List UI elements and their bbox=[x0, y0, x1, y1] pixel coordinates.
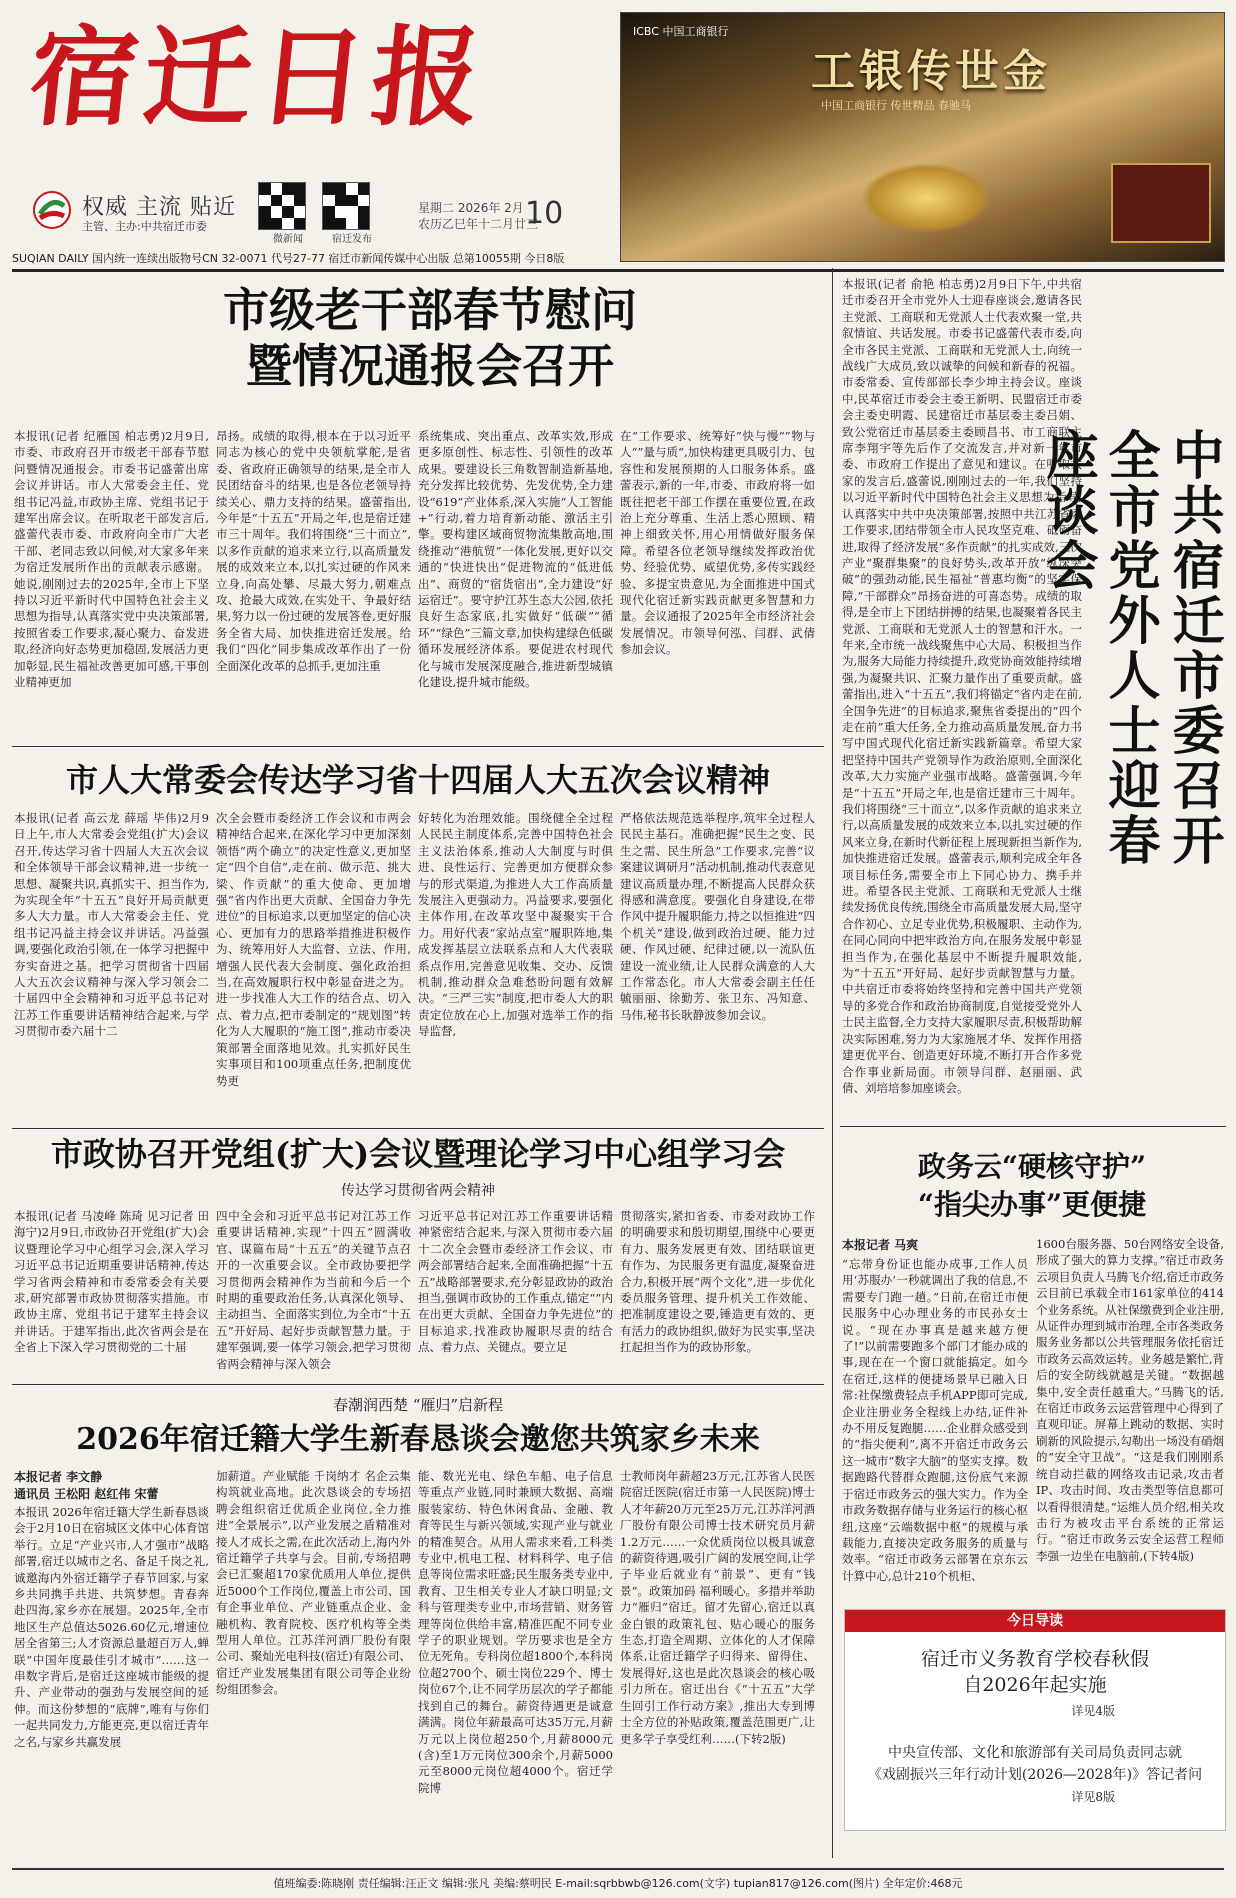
article4-col2: 1600台服务器、50台网络安全设备,形成了强大的算力支撑。”宿迁市政务云项目负责人马腾飞介绍,宿迁市政务云目前已承载全市161家单位的414个业务系统。从社保缴费到企业注册,从证件办理到城市治理,全市各类政务服务业务都以公共管理服务依托宿迁市政务云高效运转。业务越是繁忙,背后的安全防线就越是关键。“数据越集中,安全责任越重大。”马腾飞的话,在宿迁市政务云运营管理中心得到了直观印证。屏幕上跳动的数据、实时刷新的风险提示,勾勒出一场没有硝烟的“安全守卫战”。“这是我们刚刚系统自动拦截的网络攻击记录,攻击者IP、攻击时间、攻击类型等信息都可以看得很清楚。”运维人员介绍,相关攻击行为被攻击平台系统的正常运行。“宿迁市政务云安全运营工程师李强一边坐在电脑前,(下转4版) bbox=[1036, 1237, 1224, 1563]
newspaper-title: 宿迁日报 bbox=[23, 15, 493, 141]
qr-code-weixinwen[interactable] bbox=[258, 182, 318, 245]
article3-col3: 好转化为治理效能。围绕健全全过程人民民主制度体系,完善中国特色社会主义法治体系,推动人大制度与时俱进、良性运行、完善更加方便群众参与的形式渠道,为推进人大工作高质量发展注入更强动力。冯益要求,要强化主体作用,在改革攻坚中凝聚实干合力。用好代表“家站点室”履职阵地,集成发挥基层立法联系点和人大代表联系点作用,完善意见收集、交办、反馈机制,推动群众急难愁盼问题有效解决。“三严三实”制度,把市委人大的职责定位放在心上,加强对选举工作的指导监督, bbox=[418, 811, 613, 1039]
article4-headline-line2: “指尖办事”更便捷 bbox=[917, 1188, 1147, 1221]
preview-item1-page: 详见4版 bbox=[1071, 1704, 1115, 1718]
article5-col4: 贯彻落实,紧扣省委、市委对政协工作的明确要求和殷切期望,围绕中心要更有力、服务发展更有效、团结联谊更有作为、为民服务更有温度,凝聚奋进合力,积极开展“两个文化”,进一步优化委员服务管理、提升机关工作效能、把准制度建设之要,锤造更有效的、更有活力的政协组织,做好为民实事,坚决扛起担当作为的政协形象。 bbox=[620, 1209, 815, 1355]
date-lunar: 农历乙巳年十二月廿三 bbox=[418, 217, 539, 231]
article1-col3: 系统集成、突出重点、改革实效,形成更多原创性、标志性、引领性的改革成果。要建设长三角数智制造新基地,充分发挥比较优势、先发优势,全力建设“619”产业体系,深入实施“人工智能+”行动,着力培育新动能、激活主引擎。要构建区域商贸物流集散高地,围绕推动“港航贸”一体化发展,更好以交通的“快进快出”促进物流的“低进低出”、商贸的“宿货宿出”,全力建设“好运宿迁”。要守护江苏生态大公园,依托良好生态家底,扎实做好“低碳”“循环”“绿色”三篇文章,加快构建绿色低碳循环发展经济体系。要促进农村现代化与城市发展深度融合,推进新型城镇化建设,提升城市能级。 bbox=[418, 429, 613, 690]
preview-item1-line2: 自2026年起实施 bbox=[963, 1674, 1107, 1696]
article5-col2: 四中全会和习近平总书记对江苏工作重要讲话精神,实现“十四五”圆满收官、谋篇布局“十五五”的关键节点召开的一次重要会议。全市政协要把学习贯彻两会精神作为当前和今后一个时期的重要政治任务,认真深化领导、主动担当、全面落实到位,为全市“十五五”开好局、起好步贡献智慧力量。于建军强调,要一体学习领会,把学习贯彻省两会精神与深入领会 bbox=[216, 1209, 411, 1371]
article2-headline-line1: 中共宿迁市委召开 bbox=[1163, 428, 1224, 868]
column-divider bbox=[832, 268, 833, 1858]
article6-col3: 能、数光光电、绿色车船、电子信息等重点产业链,同时兼顾大数据、高端服装家纺、特色休闲食品、金融、教育等民生与新兴领域,实现产业与就业的精准契合。从用人需求来看,工科类专业中,机电工程、材料科学、电子信息等岗位需求旺盛;民生服务类专业中,教育、卫生相关专业人才缺口明显;文科与管理类专业中,市场营销、财务管理等岗位供给丰富,精准匹配不同专业学子的职业规划。学历要求也是全方位无死角。专科岗位超1800个,本科岗位超2700个、硕士岗位229个、博士岗位67个,让不同学历层次的学子都能找到自己的舞台。薪资待遇更是诚意满满。岗位年薪最高可达35万元,月薪万元以上岗位超250个,月薪8000元(含)至1万元岗位300余个,月薪5000元至8000元岗位超4000个。宿迁学院博 bbox=[418, 1469, 613, 1795]
article2-vertical-headline[interactable] bbox=[1037, 428, 1224, 888]
advertisement-banner[interactable] bbox=[620, 12, 1225, 262]
preview-item-1[interactable] bbox=[845, 1646, 1225, 1724]
preview-item-2[interactable] bbox=[845, 1742, 1225, 1808]
preview-item1-line1: 宿迁市义务教育学校春秋假 bbox=[920, 1648, 1149, 1670]
article4-headline-line1: 政务云“硬核守护” bbox=[917, 1150, 1147, 1183]
article6-col2: 加薪道。产业赋能 千岗纳才 名企云集构筑就业高地。此次恳谈会的专场招聘会组织宿迁优质企业岗位,全力推进“全景展示”,以产业发展之盾精准对接人才成长之需,在此次活动上,海内外宿迁籍学子共享与会。目前,专场招聘会已汇聚超170家优质用人单位,提供近5000个工作岗位,覆盖上市公司、国有企事业单位、产业链重点企业、金融机构、教育院校、医疗机构等全类型用人单位。江苏洋河酒厂股份有限公司、聚灿光电科技(宿迁)有限公司、宿迁产业发展集团有限公司等企业纷纷组团参会。 bbox=[216, 1469, 411, 1697]
article5-col1: 本报讯(记者 马凌峰 陈琦 见习记者 田海宁)2月9日,市政协召开党组(扩大)会议暨理论学习中心组学习会,深入学习习近平总书记近期重要讲话精神,传达学习省两会精神和市委常委会有关要求,研究部署市政协贯彻落实措施。市政协主席、党组书记于建军主持会议并讲话。于建军指出,此次省两会是在全省上下深入学习贯彻党的二十届 bbox=[14, 1209, 209, 1355]
article3-col1: 本报讯(记者 高云龙 薛瑶 毕伟)2月9日上午,市人大常委会党组(扩大)会议召开,传达学习省十四届人大五次会议和全体领导干部会议精神,进一步统一思想、凝聚共识,真抓实干、担当作为,为实现全年“十五五”良好开局贡献更多人大力量。市人大常委会主任、党组书记冯益主持会议并讲话。冯益强调,要强化政治引领,在一体学习把握中夯实奋进之基。把学习贯彻省十四届人大五次会议精神与深入学习领会二十届四中全会精神和习近平总书记对江苏工作重要讲话精神结合起来,与学习贯彻市委六届十二 bbox=[14, 811, 209, 1039]
article6-byline2: 通讯员 王松阳 赵红伟 宋蕾 bbox=[14, 1487, 159, 1501]
qr-code-suqian-fabu[interactable] bbox=[322, 182, 382, 245]
sponsor: 主管、主办:中共宿迁市委 bbox=[82, 220, 207, 233]
article1-headline-line1: 市级老干部春节慰问 bbox=[223, 283, 637, 337]
divider bbox=[840, 1126, 1226, 1127]
preview-header: 今日导读 bbox=[845, 1610, 1225, 1632]
gift-box-image bbox=[1111, 163, 1211, 243]
article6-headline[interactable]: 2026年宿迁籍大学生新春恳谈会邀您共筑家乡未来 bbox=[76, 1422, 760, 1457]
article3-col2: 次全会暨市委经济工作会议和市两会精神结合起来,在深化学习中更加深刻领悟“两个确立”的决定性意义,更加坚定“四个自信”,走在前、做示范、挑大梁、作贡献”的重大使命、更加增强“省内作出更大贡献、全国奋力争先进位”的目标追求,以更加坚定的信心决心、更加有力的思路举措推进积极作为、统筹用好人大监督、立法、作用,增强人民代表大会制度、强化政治担当,在高效履职行权中彰显奋进之为。进一步找准人大工作的结合点、切入点、着力点,把市委制定的“规划图”转化为人大履职的“施工图”,推动市委决策部署全面落地见效。扎实抓好民生实事项目和100项重点任务,把制度优势更 bbox=[216, 811, 411, 1088]
article1-headline-line2: 暨情况通报会召开 bbox=[246, 339, 614, 393]
preview-item2-line2: 《戏剧振兴三年行动计划(2026—2028年)》答记者问 bbox=[867, 1767, 1203, 1783]
article4-byline: 本报记者 马爽 bbox=[842, 1238, 919, 1252]
ad-subtitle: 中国工商银行 传世精品 春驰马 bbox=[821, 99, 971, 112]
article4-col1: “忘带身份证也能办成事,工作人员用‘苏服办’一秒就调出了我的信息,不需要专门跑一趟。”日前,在宿迁市便民服务中心办理业务的市民孙女士说。“现在办事真是越来越方便了!”以前需要跑多个部门才能办成的事,现在在一个窗口就能搞定。如今在宿迁,这样的便捷场景早已融入日常:社保缴费轻点手机APP即可完成,企业注册业务全程线上办结,证件补办不用反复跑腿……企业群众感受到的“指尖便利”,离不开宿迁市政务云这一城市“数字大脑”的坚实支撑。数据跑路代替群众跑腿,这份底气来源于宿迁市政务云的强大实力。作为全市政务数据存储与业务运行的核心枢纽,这座“云端数据中枢”的规模与承载能力,直接决定政务服务的质量与效率。“宿迁市政务云部署在京东云计算中心,总计210个机柜、 bbox=[842, 1257, 1028, 1583]
article5-col3: 习近平总书记对江苏工作重要讲话精神紧密结合起来,与深入贯彻市委六届十二次全会暨市委经济工作会议、市两会部署结合起来,全面准确把握“十五五”战略部署要求,充分彰显政协的政治担当,强调市政协的工作重点,锚定“”内在出更大贡献、全国奋力争先进位”的目标追求,找准政协履职尽责的结合点、着力点、关键点。要立足 bbox=[418, 1209, 613, 1355]
article2-body: 本报讯(记者 俞艳 柏志勇)2月9日下午,中共宿迁市委召开全市党外人士迎春座谈会,邀请各民主党派、工商联和无党派人士代表欢聚一堂,共叙情谊、共话发展。市委书记盛蕾代表市委,向全市各民主党派、工商联和无党派人士,向统一战线广大成员,致以诚挚的问候和新春的祝福。市委常委、宣传部部长李少坤主持会议。座谈中,民革宿迁市委会主委王新明、民盟宿迁市委会主委史明霞、民建宿迁市基层委主委吕娟、致公党宿迁市基层委主委顾昌书、市工商联主席李翔宇等先后作了交流发言,并对新一年市委、市政府工作提出了意见和建议。在听取大家的发言后,盛蕾说,刚刚过去的一年,我们坚持以习近平新时代中国特色社会主义思想为指导,认真落实中共中央决策部署,按照中共江苏省委工作要求,团结带领全市人民攻坚克难、砥砺奋进,取得了经济发展“多作贡献”的扎实成效,三次产业“聚群集聚”的良好势头,改革开放“纵深突破”的强劲动能,民生福祉“普惠均衡”的坚实保障,“干部群众”昂扬奋进的可喜态势。成绩的取得,是全市上下团结拼搏的结果,也凝聚着各民主党派、工商联和无党派人士的智慧和汗水。一年来,全市统一战线聚焦中心大局、积极担当作为,服务大局能力持续提升,政党协商效能持续增强,为凝聚共识、汇聚力量作出了重要贡献。盛蕾指出,进入“十五五”,我们将锚定“省内走在前,全国争先进”的目标追求,聚焦省委提出的“四个走在前”重大任务,全力推动高质量发展,奋力书写中国式现代化宿迁新实践新篇章。希望大家把坚持中国共产党领导作为政治原则,全面深化改革,大力实施产业强市战略。盛蕾强调,今年是“十五五”开局之年,也是宿迁建市三十周年。我们将围绕“三十而立”,以多作贡献的追求来立行,以高质量发展的成效来立本,以扎实过硬的作风来立身,在新时代新征程上展现新担当新作为,加快推进宿迁发展。盛蕾表示,顺利完成全年各项目标任务,需要全市上下同心协力、携手并进。希望各民主党派、工商联和无党派人士继续发扬优良传统,围绕全市高质量发展大局,坚守合作初心、立足专业优势,积极履职、主动作为,在同心同向中把牢政治方向,在服务发展中彰显担当作为,在强化基层中不断提升履职效能,为“十五五”开好局、起好步贡献智慧与力量。中共宿迁市委将始终坚持和完善中国共产党领导的多党合作和政治协商制度,自觉接受党外人士民主监督,全力支持大家履职尽责,积极帮助解决实际困难,努力为大家施展才华、发挥作用搭建更优平台、创造更好环境,不断打开合作多党合作事业新局面。市领导闫群、赵丽丽、武倩、刘培培参加座谈会。 bbox=[842, 277, 1082, 1095]
article1-col4: 在“工作要求、统筹好”快与慢“”物与人“”量与质“,加快构建更具吸引力、包容性和发展预期的人口服务体系。盛蕾表示,新的一年,市委、市政府将一如既往把老干部工作摆在重要位置,在政治上充分尊重、生活上悉心照顾、精神上细致关怀,用心用情做好服务保障。希望各位老领导继续发挥政治优势、经验优势、威望优势,多传实践经验、多提宝贵意见,为全面推进中国式现代化宿迁新实践贡献更多智慧和力量。会议通报了2025年全市经济社会发展情况。市领导何泓、闫群、武倩参加会议。 bbox=[620, 429, 815, 657]
article6-col1: 本报讯 2026年宿迁籍大学生新春恳谈会于2月10日在宿城区文体中心体育馆举行。立足“产业兴市,人才强市”战略部署,宿迁以城市之名、备足千岗之礼,诚邀海内外宿迁籍学子春节回家,与家乡共同携手共进、共筑梦想。青春奔赴四海,家乡亦在展翅。2025年,全市地区生产总值达5026.60亿元,增速位居全省第三;人才资源总量超百万人,蝉联“中国年度最佳引才城市”……这一串数字背后,是宿迁这座城市能级的提升、产业带动的强劲与发展空间的延伸。而这份梦想的“底牌”,唯有与你们一起共同发力,方能更亮,更以宿迁青年之名,与家乡共赢发展 bbox=[14, 1505, 209, 1749]
article1-col2: 昂扬。成绩的取得,根本在于以习近平同志为核心的党中央领航掌舵,是省委、省政府正确领导的结果,是全市人民团结奋斗的结果,也是各位老领导持续关心、鼎力支持的结果。盛蕾指出,今年是“十五五”开局之年,也是宿迁建市三十周年。我们将围绕“三十而立”,以多作贡献的追求来立行,以高质量发展的成效来立本,以扎实过硬的作风来立身,向高处攀、尽最大努力,朝难点攻、抢最大成效,在实处干、争最好结果,努力以一份过硬的发展答卷,更好服务全省大局、加快推进宿迁发展。给我们“四化”同步集成改革作出了一份全面深化改革的总抓手,更加注重 bbox=[216, 429, 411, 673]
preview-item2-line1: 中央宣传部、文化和旅游部有关司局负责同志就 bbox=[888, 1745, 1182, 1761]
footer-credits: 值班编委:陈晓刚 责任编辑:汪正文 编辑:张凡 美编:蔡明民 E-mail:sqrbbwb@126.com(文字) tupian817@126.com(图片) 全年定价:468元 bbox=[12, 1868, 1224, 1891]
article6-byline1: 本报记者 李文静 bbox=[14, 1470, 103, 1484]
article1-headline[interactable] bbox=[40, 282, 820, 394]
article3-headline[interactable]: 市人大常委会传达学习省十四届人大五次会议精神 bbox=[65, 761, 770, 799]
article6-byline bbox=[14, 1468, 209, 1502]
qr-caption-2: 宿迁发布 bbox=[332, 234, 372, 245]
article6-col4: 士教师岗年薪超23万元,江苏省人民医院宿迁医院(宿迁市第一人民医院)博士人才年薪20万元至25万元,江苏洋河酒厂股份有限公司博士技术研究员月薪1.2万元……一众优质岗位以极具诚意的薪资待遇,吸引广阔的发展空间,让学子毕业后就业有“前景”、更有“钱景”。政策加码 福利暖心。多措并举助力“雁归”宿迁。留才先留心,宿迁以真金白银的政策礼包、贴心暖心的服务生态,打造全周期、立体化的人才保障体系,让宿迁籍学子归得来、留得住、发展得好,这也是此次恳谈会的核心吸引力所在。宿迁出台《“十五五”大学生回引工作行动方案》,推出大专到博士全方位的补贴政策,覆盖范围更广,让更多学子享受红利……(下转2版) bbox=[620, 1469, 815, 1746]
article6-kicker: 春潮润西楚 “雁归”启新程 bbox=[332, 1396, 504, 1414]
article3-col4: 严格依法规范选举程序,筑牢全过程人民民主基石。准确把握“民生之变、民生之需、民生所急”工作要求,完善“议案建议调研月”活动机制,推动代表意见建议高质量办理,不断提高人民群众获得感和满意度。要强化自身建设,在带作风中提升履职能力,持之以恒推进“四个机关”建设,做到政治过硬、能力过硬、作风过硬、纪律过硬,以一流队伍建设一流业绩,让人民群众满意的人大工作常态化。市人大常委会副主任任毓丽丽、徐勤芳、张卫东、冯知意、马伟,秘书长耿静波参加会议。 bbox=[620, 811, 815, 1022]
ad-title: 工银传世金 bbox=[811, 46, 1051, 97]
today-preview-box bbox=[844, 1609, 1226, 1831]
ad-brand: ICBC 中国工商银行 bbox=[633, 25, 729, 38]
preview-item2-page: 详见8版 bbox=[1071, 1790, 1115, 1804]
newspaper-logo-icon bbox=[32, 190, 72, 230]
slogan: 权威 主流 贴近 bbox=[82, 195, 236, 220]
date-day: 10 bbox=[525, 196, 564, 231]
divider bbox=[12, 746, 824, 747]
qr-caption-1: 微新闻 bbox=[273, 234, 303, 245]
article2-headline-line2: 全市党外人士迎春座谈会 bbox=[1037, 428, 1160, 868]
divider bbox=[12, 1128, 824, 1129]
date-weekday: 星期二 2026年 2月 bbox=[418, 201, 524, 215]
article1-col1: 本报讯(记者 纪雁国 柏志勇)2月9日,市委、市政府召开市级老干部春节慰问暨情况通报会。市委书记盛蕾出席会议并讲话。市人大常委会主任、党组书记冯益,市政协主席、党组书记于建军出席会议。在听取老干部发言后,盛蕾代表市委、市政府向全市广大老干部、老同志致以问候,对大家多年来为宿迁发展所作出的贡献表示感谢。她说,刚刚过去的2025年,全市上下坚持以习近平新时代中国特色社会主义思想为指导,认真落实党中央决策部署,按照省委工作要求,凝心聚力、奋发进取,经济向好态势更加稳固,发展活力更加彰显,民生福祉改善更加可感,干事创业精神更加 bbox=[14, 429, 209, 690]
date-block bbox=[418, 200, 538, 232]
article5-subhead: 传达学习贯彻省两会精神 bbox=[341, 1183, 495, 1199]
publication-info-bar: SUQIAN DAILY 国内统一连续出版物号CN 32-0071 代号27-77 宿迁市新闻传媒中心出版 总第10055期 今日8版 bbox=[12, 250, 1224, 272]
gold-horse-image bbox=[861, 163, 991, 233]
article4-headline[interactable] bbox=[842, 1148, 1222, 1224]
article5-headline[interactable]: 市政协召开党组(扩大)会议暨理论学习中心组学习会 bbox=[50, 1135, 786, 1173]
divider bbox=[12, 1384, 824, 1385]
